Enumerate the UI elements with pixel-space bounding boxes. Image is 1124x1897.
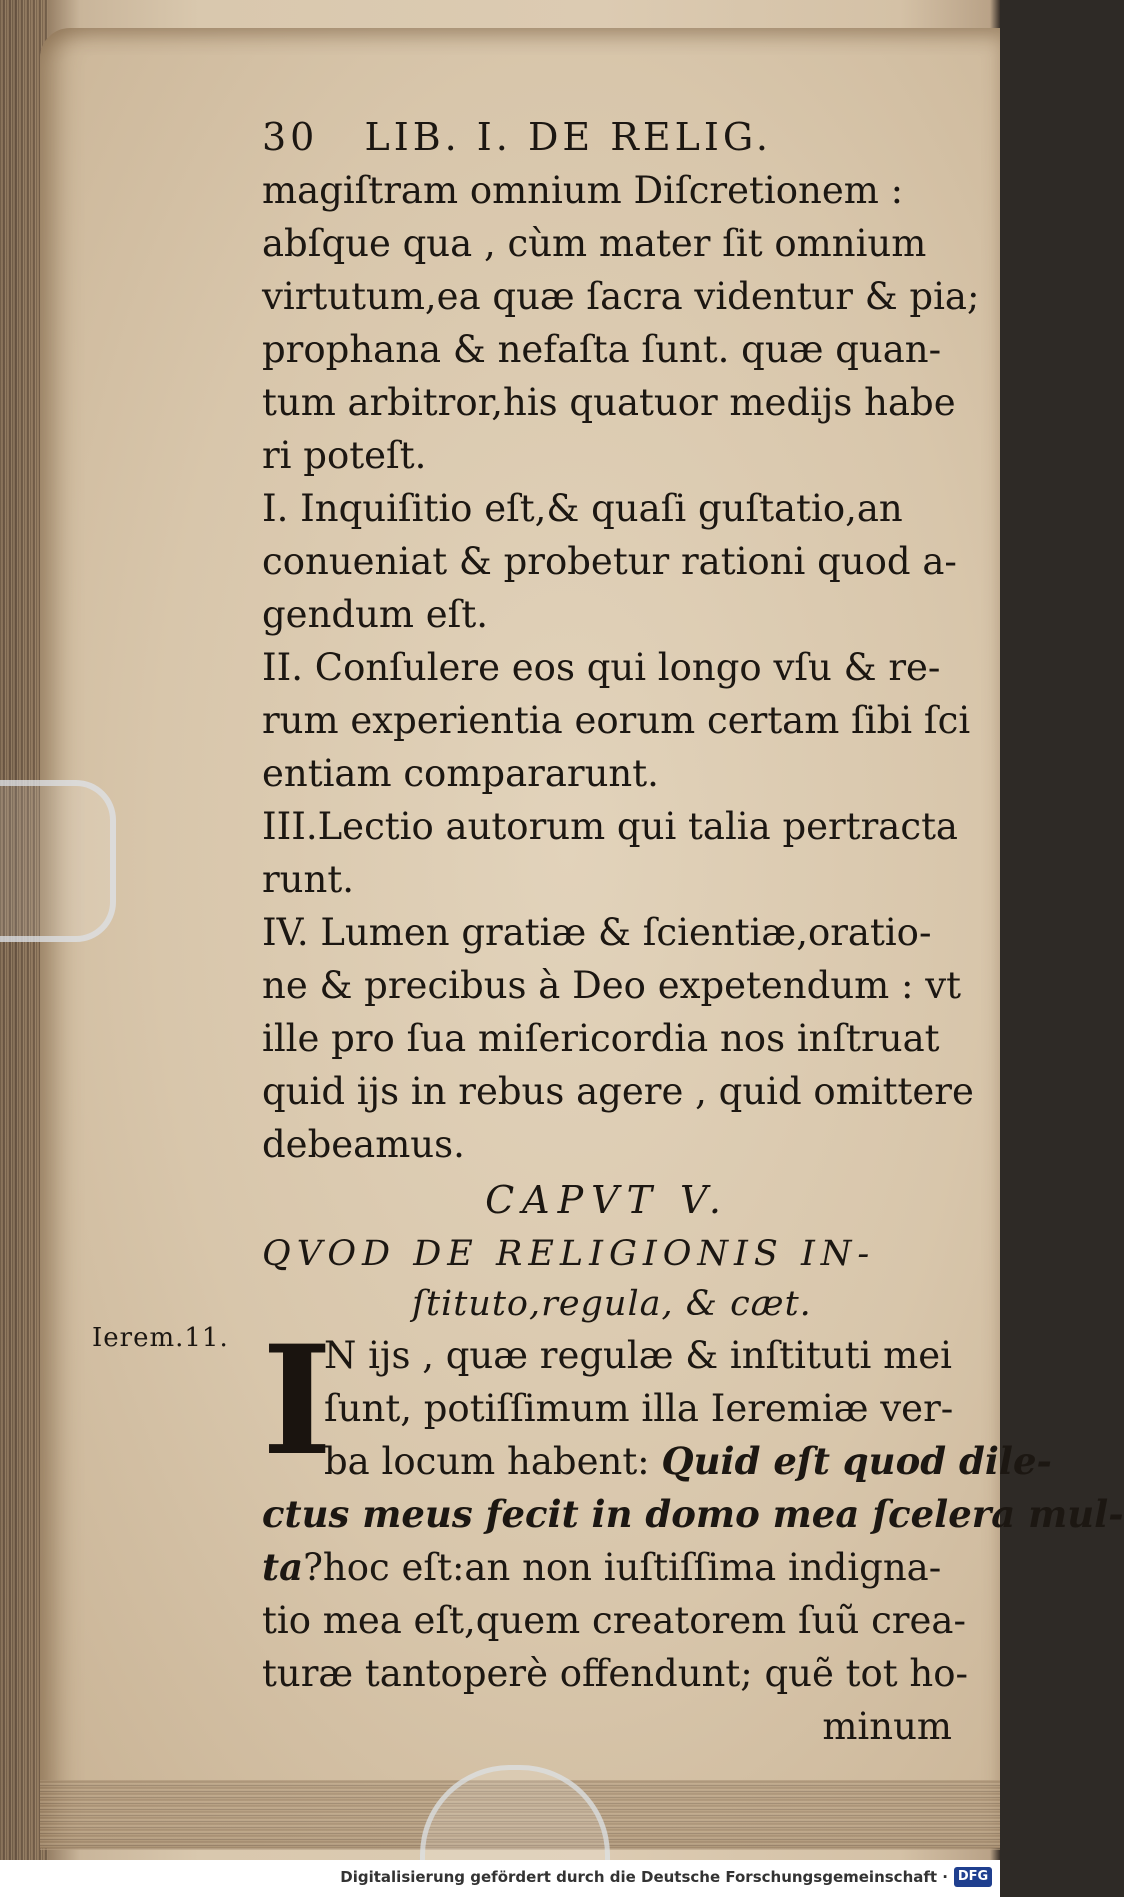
page-text	[262, 112, 1124, 1753]
text-line: debeamus.	[262, 1123, 465, 1166]
text-line: ri poteſt.	[262, 434, 427, 477]
text-line: magiſtram omnium Diſcretionem :	[262, 169, 904, 212]
scripture-quote-end: ta	[262, 1545, 304, 1589]
chapter-heading-text: QVOD DE RELIGIONIS IN-	[262, 1234, 876, 1274]
funding-credit: Digitalisierung gefördert durch die Deutsche Forschungsgemeinschaft ·	[340, 1868, 948, 1886]
text-line: tio mea eſt,quem creatorem ſuũ crea-	[262, 1599, 966, 1642]
text-line: quid ijs in rebus agere , quid omittere	[262, 1070, 974, 1113]
text-line: tum arbitror,his quatuor medijs habe	[262, 381, 956, 424]
catchword: minum	[822, 1705, 952, 1748]
text-line: ſunt, potiſſimum illa Ieremiæ ver-	[324, 1387, 954, 1430]
text-line: ne & precibus à Deo expetendum : vt	[262, 964, 961, 1007]
text-line	[262, 1541, 952, 1594]
text-line: rum experientia eorum certam ſibi ſci	[262, 699, 971, 742]
text-line: III.Lectio autorum qui talia pertracta	[262, 805, 958, 848]
text-line: abſque qua , cùm mater ſit omnium	[262, 222, 927, 265]
marginal-reference: Ierem.11.	[92, 1323, 229, 1353]
running-header	[262, 112, 952, 164]
text-line: prophana & nefaſta ſunt. quæ quan-	[262, 328, 942, 371]
text-line: runt.	[262, 858, 354, 901]
dfg-logo: DFG	[954, 1867, 992, 1887]
chapter-heading-first	[262, 1229, 952, 1279]
text-run: ba locum habent:	[324, 1440, 650, 1483]
scripture-quote: Quid eſt quod dile-	[661, 1439, 1052, 1483]
text-run: ?hoc eſt:an non iuſtiſſima indigna-	[303, 1546, 942, 1589]
text-line: I. Inquiſitio eſt,& quaſi guſtatio,an	[262, 487, 903, 530]
running-title: LIB. I. DE RELIG.	[364, 115, 772, 159]
text-line: IV. Lumen gratiæ & ſcientiæ,oratio-	[262, 911, 932, 954]
page-number: 30	[262, 115, 319, 159]
scripture-quote-line: ctus meus fecit in domo mea ſcelera mul-	[262, 1492, 1124, 1536]
chapter-heading-second: ſtituto,regula, & cæt.	[412, 1284, 812, 1324]
text-line: gendum eſt.	[262, 593, 488, 636]
chapter-title: CAPVT V.	[485, 1178, 729, 1222]
text-line: conueniat & probetur rationi quod a-	[262, 540, 957, 583]
drop-cap: I	[262, 1313, 333, 1489]
footer-bar	[0, 1860, 1000, 1897]
text-line: entiam compararunt.	[262, 752, 659, 795]
text-line: N ijs , quæ regulæ & inſtituti mei	[324, 1334, 952, 1377]
text-line: II. Conſulere eos qui longo vſu & re-	[262, 646, 941, 689]
text-line: ille pro ſua miſericordia nos inſtruat	[262, 1017, 940, 1060]
text-line: turæ tantoperè offendunt; quẽ tot ho-	[262, 1652, 969, 1695]
text-line: virtutum,ea quæ ſacra videntur & pia;	[262, 275, 980, 318]
page-clip-left	[0, 780, 116, 942]
text-line	[262, 1435, 1052, 1488]
paragraph	[262, 1313, 1124, 1753]
